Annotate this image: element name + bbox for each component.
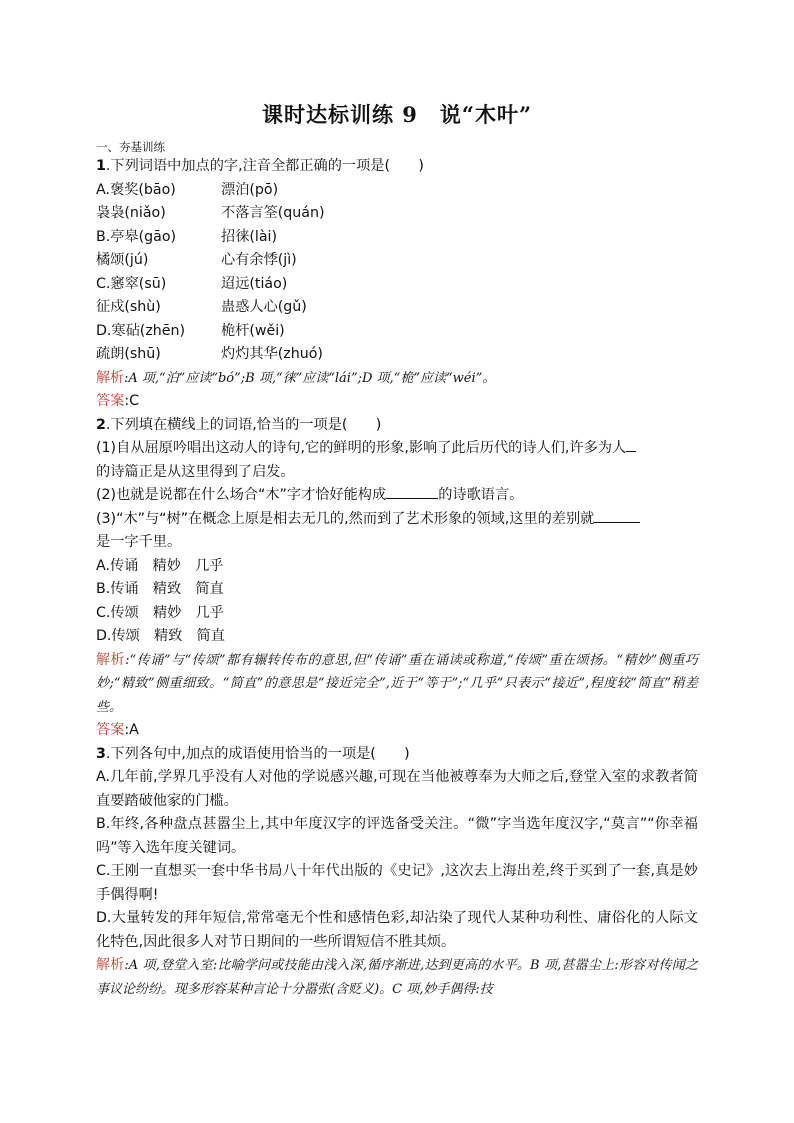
- analysis-text: :“传诵”与“传颂”都有辗转传布的意思,但“传诵”重在诵读或称道,“传颂”重在颂扬。“精妙”侧重巧妙;“精致”侧重细致。“简直”的意思是“接近完全”,近于“等于”;“几乎”只表示“接近”,程度较“简直”稍差些。: [96, 652, 699, 715]
- question-number: 1: [96, 158, 106, 174]
- question-text: .下列填在横线上的词语,恰当的一项是( ): [105, 416, 382, 433]
- question-1-analysis: [96, 367, 698, 391]
- question-2-sentence-2: [96, 484, 698, 508]
- question-2-sentence-3: [96, 508, 698, 532]
- question-2-stem: [96, 414, 698, 438]
- option-word-1: D.寒砧(zhēn): [96, 322, 186, 339]
- question-2-option-c: C.传颂 精妙 几乎: [96, 604, 224, 621]
- question-2-sentence-1-cont: [96, 461, 698, 485]
- question-number: 3: [96, 745, 106, 762]
- question-number: 2: [96, 416, 106, 433]
- question-2-analysis: [96, 649, 698, 720]
- option-row: [96, 226, 698, 250]
- question-text: .下列词语中加点的字,注音全都正确的一项是( ): [105, 158, 424, 174]
- option-row: [96, 296, 698, 320]
- sentence-text: 是一字千里。: [96, 534, 182, 550]
- option-word-2: 不落言筌(quán): [221, 205, 325, 221]
- question-3-option-c: C.王刚一直想买一套中华书局八十年代出版的《史记》,这次去上海出差,终于买到了一套,真是妙手偶得啊!: [96, 863, 698, 903]
- page-title: 课时达标训练 9 说“木叶”: [261, 102, 533, 127]
- fill-blank: [626, 437, 636, 452]
- option-word-1: 橘颂(jú): [96, 252, 149, 268]
- option-row: [96, 179, 698, 203]
- answer-text: :A: [124, 722, 139, 738]
- question-3-option-b: B.年终,各种盘点甚嚣尘上,其中年度汉字的评选备受关注。“微”字当选年度汉字,“莫言”“你幸福吗”等入选年度关键词。: [96, 816, 698, 856]
- section-heading: 一、夯基训练: [96, 140, 165, 154]
- option-word-2: 蛊惑人心(gǔ): [221, 299, 307, 315]
- option-word-1: B.亭皋(gāo): [96, 228, 177, 245]
- question-3-stem: [96, 743, 698, 767]
- option-word-1: 疏朗(shū): [96, 346, 161, 362]
- question-1-stem: [96, 155, 698, 179]
- option-row: [96, 320, 698, 344]
- question-3-option-d: D.大量转发的拜年短信,常常毫无个性和感情色彩,却沾染了现代人某种功利性、庸俗化的人际文化特色,因此很多人对节日期间的一些所谓短信不胜其烦。: [96, 910, 698, 950]
- option-word-1: 征戍(shù): [96, 299, 161, 315]
- option-row: [96, 202, 698, 226]
- question-2-sentence-3-cont: [96, 531, 698, 555]
- question-1-answer: [96, 390, 698, 414]
- option-word-2: 漂泊(pō): [221, 181, 279, 198]
- question-2-option-d: D.传颂 精致 简直: [96, 628, 225, 644]
- analysis-label: 解析: [96, 369, 124, 386]
- question-2-sentence-1: [96, 437, 698, 461]
- option-row: [96, 273, 698, 297]
- option-word-2: 桅杆(wěi): [221, 322, 285, 339]
- fill-blank: [594, 508, 640, 523]
- answer-text: :C: [124, 393, 140, 409]
- sentence-text: (1)自从屈原吟唱出这动人的诗句,它的鲜明的形象,影响了此后历代的诗人们,许多为人: [96, 440, 627, 456]
- question-2-option-b: B.传诵 精致 简直: [96, 581, 224, 597]
- analysis-text: :A 项,“泊”应读“bó”;B 项,“徕”应读“lái”;D 项,“桅”应读“wéi”。: [124, 370, 496, 386]
- analysis-text: :A 项,登堂入室:比喻学问或技能由浅入深,循序渐进,达到更高的水平。B 项,甚嚣尘上:形容对传闻之事议论纷纷。现多形容某种言论十分嚣张(含贬义)。C 项,妙手偶得:技: [96, 958, 698, 997]
- sentence-text: 的诗歌语言。: [438, 487, 524, 503]
- fill-blank: [386, 484, 438, 499]
- question-2-option-a: A.传诵 精妙 几乎: [96, 557, 224, 574]
- option-word-1: 袅袅(niǎo): [96, 205, 166, 221]
- sentence-text: 的诗篇正是从这里得到了启发。: [96, 463, 295, 480]
- option-word-1: A.褒奖(bāo): [96, 181, 176, 198]
- answer-label: 答案: [96, 393, 125, 409]
- question-1-options: [96, 179, 698, 367]
- sentence-text: (2)也就是说都在什么场合“木”字才恰好能构成: [96, 487, 387, 503]
- option-word-1: C.窸窣(sū): [96, 275, 167, 292]
- analysis-label: 解析: [96, 957, 125, 973]
- option-word-2: 心有余悸(jì): [221, 252, 297, 268]
- option-word-2: 招徕(lài): [221, 228, 278, 245]
- option-row: [96, 249, 698, 273]
- question-text: .下列各句中,加点的成语使用恰当的一项是( ): [105, 745, 410, 762]
- option-row: [96, 343, 698, 367]
- question-3-option-a: A.几年前,学界几乎没有人对他的学说感兴趣,可现在当他被尊奉为大师之后,登堂入室的求教者简直要踏破他家的门槛。: [96, 769, 698, 809]
- sentence-text: (3)“木”与“树”在概念上原是相去无几的,然而到了艺术形象的领域,这里的差别就: [96, 510, 595, 527]
- answer-label: 答案: [96, 722, 125, 738]
- option-word-2: 迢远(tiáo): [221, 275, 288, 292]
- question-2-answer: [96, 719, 698, 743]
- question-3-analysis: [96, 954, 698, 1001]
- analysis-label: 解析: [96, 651, 126, 668]
- option-word-2: 灼灼其华(zhuó): [221, 346, 323, 362]
